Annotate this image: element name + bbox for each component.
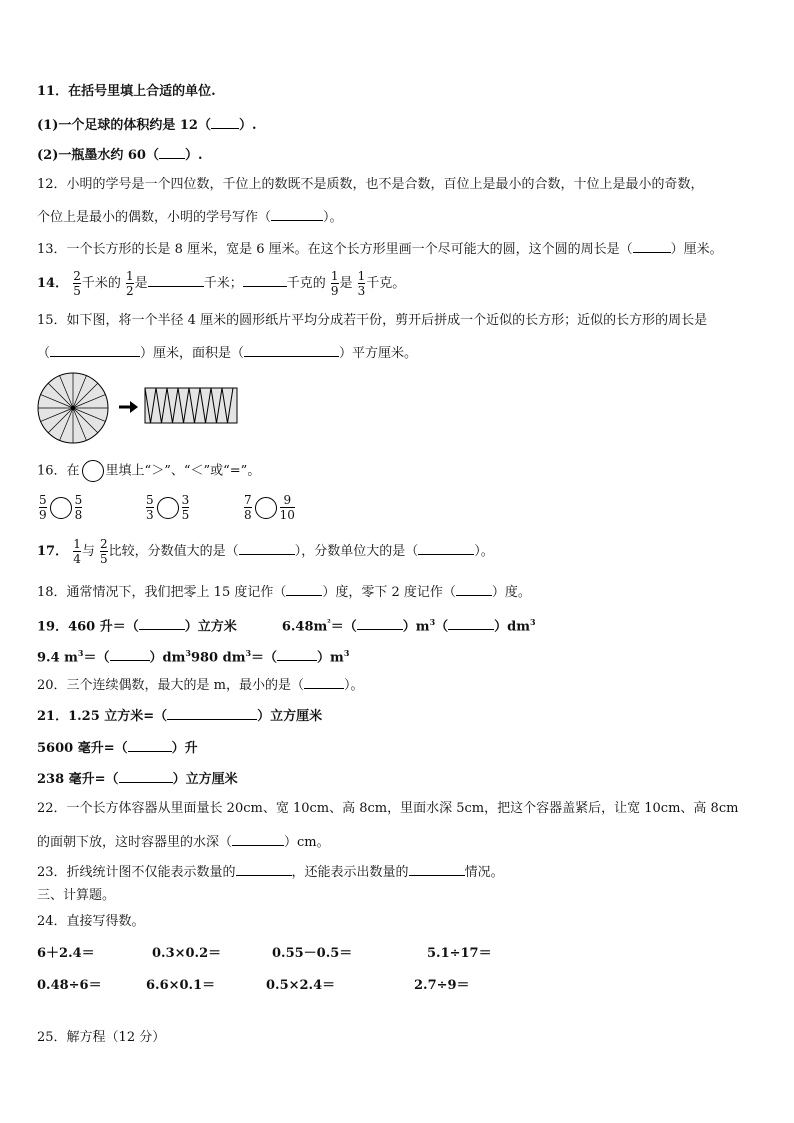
approximate-rectangle <box>145 388 237 423</box>
answer-blank[interactable] <box>211 116 239 129</box>
calc-item: 2.7÷9＝ <box>414 978 470 993</box>
compare-circle[interactable] <box>157 497 179 519</box>
section-heading: 三、计算题。 <box>37 888 116 903</box>
answer-blank[interactable] <box>239 542 295 555</box>
q16-pair-1: $\frac{5}{9}$ $\frac{5}{8}$ <box>39 493 83 522</box>
q16-stem: 16．在 里填上“＞”、“＜”或“=”。 <box>37 460 260 483</box>
q19-line1: 19．460 升＝（ ）立方米 $6.48m^{^2}=$（ ）$m^3$（ ）$dm^3$ <box>37 617 536 635</box>
answer-blank[interactable] <box>50 344 140 357</box>
circle-to-rectangle-figure <box>37 372 317 444</box>
q11-stem: 11．在括号里填上合适的单位. <box>37 84 216 99</box>
answer-blank[interactable] <box>277 648 317 661</box>
answer-blank[interactable] <box>236 863 292 876</box>
answer-blank[interactable] <box>167 707 257 720</box>
answer-blank[interactable] <box>232 833 284 846</box>
calc-item: 6＋2.4＝ <box>37 946 95 961</box>
answer-blank[interactable] <box>244 344 339 357</box>
sector-circle <box>38 373 108 443</box>
answer-blank[interactable] <box>286 583 322 596</box>
compare-circle[interactable] <box>50 497 72 519</box>
q19-line2: 9.4 $m^3=$（ ）$dm^3980$ $dm^3=$（ ）$m^3$ <box>37 648 350 666</box>
answer-blank[interactable] <box>633 240 671 253</box>
fraction: $\frac{2}{5}$ <box>73 269 81 298</box>
answer-blank[interactable] <box>128 739 172 752</box>
q21-part1: 21．1.25 立方米=（ ）立方厘米 <box>37 709 323 724</box>
q21-part2: 5600 毫升=（ ）升 <box>37 741 198 756</box>
circle-blank-icon <box>82 460 104 482</box>
answer-blank[interactable] <box>110 648 150 661</box>
answer-blank[interactable] <box>271 208 323 221</box>
answer-blank[interactable] <box>243 274 287 287</box>
q16-pair-2: $\frac{5}{3}$ $\frac{3}{5}$ <box>146 493 190 522</box>
answer-blank[interactable] <box>148 274 204 287</box>
q17: 17． $\frac{1}{4}$ 与 $\frac{2}{5}$ 比较，分数值大的是（ ），分数单位大的是（ ）。 <box>37 537 494 566</box>
answer-blank[interactable] <box>456 583 492 596</box>
q25-stem: 25．解方程（12 分） <box>37 1030 166 1045</box>
answer-blank[interactable] <box>409 863 465 876</box>
q22-line1: 22．一个长方体容器从里面量长 20cm、宽 10cm、高 8cm，里面水深 5cm，把这个容器盖紧后，让宽 10cm、高 8cm <box>37 801 739 816</box>
answer-blank[interactable] <box>304 676 344 689</box>
q15-line1: 15．如下图，将一个半径 4 厘米的圆形纸片平均分成若干份，剪开后拼成一个近似的长方形；近似的长方形的周长是 <box>37 313 708 328</box>
q22-line2: 的面朝下放，这时容器里的水深（ ）cm。 <box>37 835 330 850</box>
q20: 20．三个连续偶数，最大的是 m，最小的是（ ）。 <box>37 678 364 693</box>
q23: 23．折线统计图不仅能表示数量的 ，还能表示出数量的 情况。 <box>37 865 504 880</box>
answer-blank[interactable] <box>448 617 494 630</box>
calc-item: 0.3×0.2＝ <box>152 946 222 961</box>
answer-blank[interactable] <box>357 617 403 630</box>
answer-blank[interactable] <box>159 146 185 159</box>
calc-item: 0.5×2.4＝ <box>266 978 336 993</box>
answer-blank[interactable] <box>119 770 173 783</box>
q21-part3: 238 毫升=（ ）立方厘米 <box>37 772 238 787</box>
q16-pair-3: $\frac{7}{8}$ $\frac{9}{10}$ <box>244 493 295 522</box>
q11-part2: (2)一瓶墨水约 60（ ）. <box>37 148 203 163</box>
compare-circle[interactable] <box>255 497 277 519</box>
answer-blank[interactable] <box>139 617 185 630</box>
calc-item: 5.1÷17＝ <box>427 946 492 961</box>
fraction: $\frac{1}{3}$ <box>357 269 366 298</box>
arrow-right-icon <box>119 401 138 413</box>
calc-item: 0.55－0.5＝ <box>272 946 353 961</box>
calc-item: 0.48÷6＝ <box>37 978 102 993</box>
q12-line2: 个位上是最小的偶数，小明的学号写作（ ）。 <box>37 210 343 225</box>
q15-line2: （ ）厘米，面积是（ ）平方厘米。 <box>37 346 418 361</box>
q13: 13．一个长方形的长是 8 厘米，宽是 6 厘米。在这个长方形里画一个尽可能大的圆，这个圆的周长是（ ）厘米。 <box>37 242 723 257</box>
q12-line1: 12．小明的学号是一个四位数，千位上的数既不是质数，也不是合数，百位上是最小的合数，十位上是最小的奇数， <box>37 177 704 192</box>
q18: 18．通常情况下，我们把零上 15 度记作（ ）度，零下 2 度记作（ ）度。 <box>37 585 531 600</box>
q24-stem: 24．直接写得数。 <box>37 914 145 929</box>
answer-blank[interactable] <box>418 542 474 555</box>
fraction: $\frac{1}{2}$ <box>126 269 134 298</box>
calc-item: 6.6×0.1＝ <box>146 978 216 993</box>
q11-part1: (1)一个足球的体积约是 12（ ）. <box>37 118 257 133</box>
fraction: $\frac{1}{9}$ <box>330 269 339 298</box>
q14: 14． $\frac{2}{5}$ 千米的 $\frac{1}{2}$ 是 千米； 千克的 $\frac{1}{9}$ 是 $\frac{1}{3}$ 千克。 <box>37 269 406 298</box>
